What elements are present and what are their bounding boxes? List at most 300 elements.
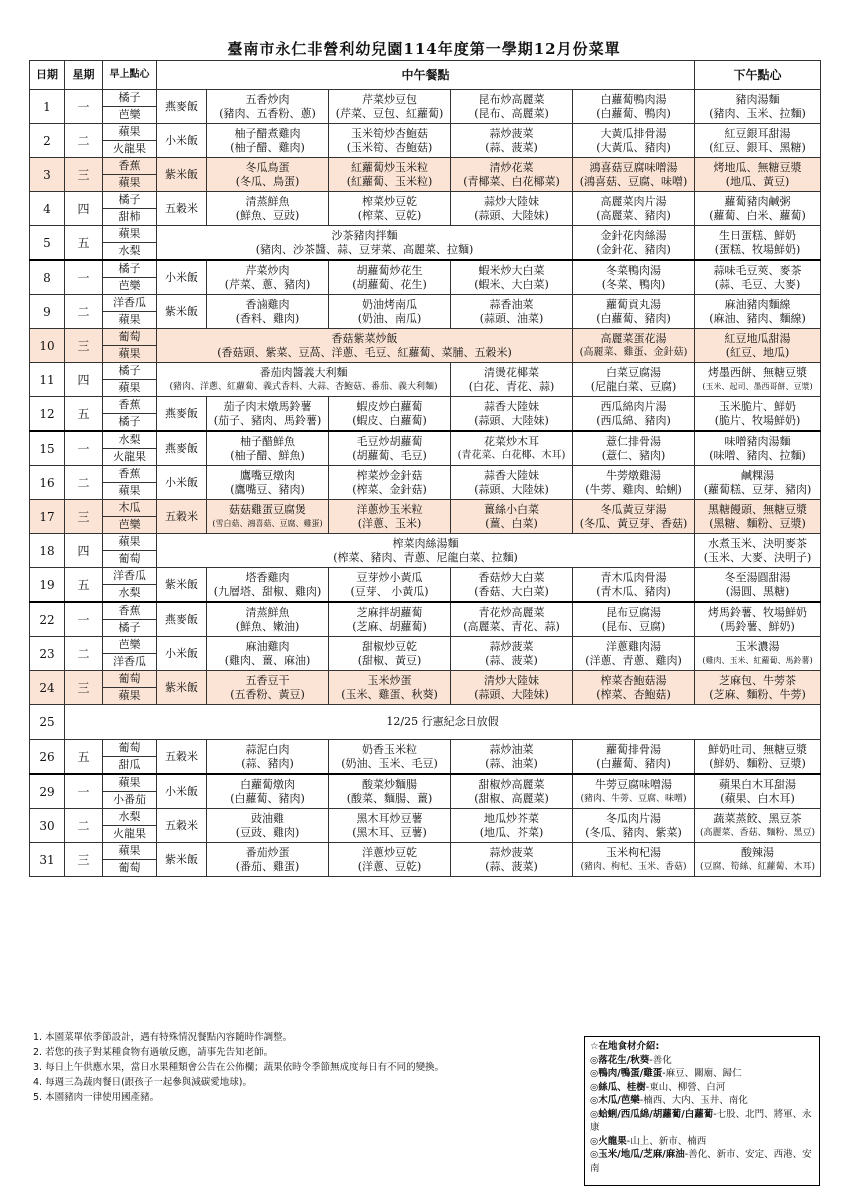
lunch-dish-3 <box>451 843 573 877</box>
dish-name: 大黃瓜排骨湯 <box>600 126 667 140</box>
dish-ingredients: (蘿蔔、白米、蘿蔔) <box>709 208 806 222</box>
dish-name: 黑木耳炒豆薯 <box>356 811 423 825</box>
dish-ingredients: (胡蘿蔔、花生) <box>352 277 427 291</box>
dish-ingredients: (豬肉、玉米、拉麵) <box>709 106 806 120</box>
afternoon-snack <box>695 192 821 226</box>
dish-ingredients: (玉米筍、杏鮑菇) <box>346 140 433 154</box>
dish-ingredients: (豆腐、筍絲、紅蘿蔔、木耳) <box>700 861 816 872</box>
fruit-cell: 葡萄 <box>103 551 157 568</box>
date-cell: 31 <box>30 843 65 877</box>
lunch-dish-1 <box>207 774 329 809</box>
dish-ingredients: (蛋糕、牧場鮮奶) <box>714 242 801 256</box>
date-cell: 25 <box>30 705 65 740</box>
lunch-dish-2 <box>329 740 451 775</box>
dish-ingredients: (薏仁、豬肉) <box>601 448 666 462</box>
dish-name: 五香炒肉 <box>245 92 290 106</box>
fruit-cell: 蘋果 <box>103 226 157 243</box>
lunch-dish-3 <box>451 397 573 432</box>
fruit-cell: 蘋果 <box>103 175 157 192</box>
lunch-dish-3 <box>451 295 573 329</box>
weekday-cell: 三 <box>65 843 103 877</box>
lunch-dish-2 <box>329 192 451 226</box>
afternoon-snack <box>695 466 821 500</box>
table-row <box>30 397 821 414</box>
dish-name: 蝦皮炒白蘿蔔 <box>356 399 423 413</box>
staple-cell: 燕麥飯 <box>157 431 207 466</box>
afternoon-snack <box>695 637 821 671</box>
fruit-cell: 小番茄 <box>103 792 157 809</box>
dish-ingredients: (鮮奶、麵粉、豆漿) <box>709 756 806 770</box>
ingredient-name: ◎鴨肉/鴨蛋/雞蛋 <box>590 1068 663 1079</box>
lunch-dish-3 <box>451 671 573 705</box>
lunch-dish-1 <box>207 637 329 671</box>
table-row <box>30 568 821 585</box>
date-cell: 17 <box>30 500 65 534</box>
dish-name: 玉米脆片、鮮奶 <box>719 399 797 413</box>
dish-ingredients: (蒜頭、大陸妹) <box>474 208 549 222</box>
fruit-cell: 火龍果 <box>103 826 157 843</box>
afternoon-snack <box>695 671 821 705</box>
date-cell: 16 <box>30 466 65 500</box>
dish-name: 蒜炒大陸妹 <box>484 194 539 208</box>
dish-ingredients: (青木瓜、豬肉) <box>596 584 671 598</box>
fruit-cell: 蘋果 <box>103 346 157 363</box>
fruit-cell: 香蕉 <box>103 158 157 175</box>
staple-cell: 燕麥飯 <box>157 90 207 124</box>
staple-cell: 小米飯 <box>157 466 207 500</box>
dish-ingredients: (豬肉、洋蔥、紅蘿蔔、義式香料、大蒜、杏鮑菇、番茄、義大利麵) <box>169 381 438 392</box>
lunch-dish-2 <box>329 397 451 432</box>
table-row <box>30 809 821 826</box>
table-row <box>30 671 821 688</box>
dish-ingredients: (豬肉、五香粉、蔥) <box>219 106 316 120</box>
dish-ingredients: (榨菜、豬肉、青蔥、尼龍白菜、拉麵) <box>333 550 518 564</box>
lunch-dish-4 <box>573 192 695 226</box>
dish-ingredients: (地瓜、芥菜) <box>479 825 544 839</box>
afternoon-snack <box>695 295 821 329</box>
fruit-cell: 木瓜 <box>103 500 157 517</box>
table-row <box>30 363 821 380</box>
fruit-cell: 火龍果 <box>103 141 157 158</box>
lunch-dish-2 <box>329 431 451 466</box>
ingredient-name: ◎蛤蜊/西瓜綿/胡蘿蔔/白蘿蔔 <box>590 1108 714 1120</box>
dish-ingredients: (雪白菇、鴻喜菇、豆腐、雞蛋) <box>212 518 323 528</box>
fruit-cell: 葡萄 <box>103 329 157 346</box>
lunch-dish-3 <box>451 500 573 534</box>
fruit-cell: 葡萄 <box>103 671 157 688</box>
local-ingredient-item <box>590 1135 814 1149</box>
dish-name: 高麗菜蛋花湯 <box>600 331 667 345</box>
dish-ingredients: (芝麻、麵粉、牛蒡) <box>709 687 806 701</box>
dish-name: 黑糖饅頭、無糖豆漿 <box>708 502 808 516</box>
ingredient-name: ◎落花生/秋葵 <box>590 1054 650 1066</box>
staple-cell: 紫米飯 <box>157 295 207 329</box>
staple-cell: 小米飯 <box>157 124 207 158</box>
dish-ingredients: (蒜、豬肉) <box>241 756 294 770</box>
dish-ingredients: (芹菜、豆包、紅蘿蔔) <box>335 106 444 120</box>
dish-name: 蒜香大陸妹 <box>484 399 539 413</box>
dish-ingredients: (鴻喜菇、豆腐、味噌) <box>579 174 688 188</box>
staple-cell: 五穀米 <box>157 500 207 534</box>
dish-ingredients: (冬瓜、豬肉、紫菜) <box>585 825 682 839</box>
afternoon-snack <box>695 90 821 124</box>
dish-name: 金針花肉絲湯 <box>600 228 667 242</box>
fruit-cell: 芭樂 <box>103 278 157 295</box>
ingredient-name: ◎玉米/地瓜/芝麻/麻油 <box>590 1149 685 1160</box>
header-row <box>30 61 821 90</box>
ingredient-name: ◎絲瓜、桂樹 <box>590 1081 646 1093</box>
fruit-cell: 橘子 <box>103 414 157 432</box>
dish-ingredients: (蒜、菠菜) <box>485 140 538 154</box>
dish-name: 鷹嘴豆燉肉 <box>240 468 295 482</box>
dish-name: 紅豆銀耳甜湯 <box>724 126 791 140</box>
lunch-dish-2 <box>329 568 451 603</box>
dish-name: 高麗菜肉片湯 <box>600 194 667 208</box>
lunch-dish-4 <box>573 466 695 500</box>
lunch-dish-4 <box>573 295 695 329</box>
fruit-cell: 水梨 <box>103 585 157 603</box>
date-cell: 24 <box>30 671 65 705</box>
fruit-cell: 香蕉 <box>103 602 157 620</box>
dish-ingredients: (香菇頭、紫菜、豆萵、洋蔥、毛豆、紅蘿蔔、菜脯、五穀米) <box>217 345 512 359</box>
afternoon-snack <box>695 124 821 158</box>
note-item: 4. 每週三為蔬肉餐日(跟孩子一起參與減碳愛地球)。 <box>33 1077 252 1088</box>
dish-name: 酸菜炒麵腸 <box>362 777 417 791</box>
staple-cell: 燕麥飯 <box>157 397 207 432</box>
weekday-cell: 五 <box>65 397 103 432</box>
table-row <box>30 637 821 654</box>
date-cell: 4 <box>30 192 65 226</box>
dish-ingredients: (湯圓、黑糖) <box>725 584 790 598</box>
weekday-cell: 一 <box>65 431 103 466</box>
dish-ingredients: (脆片、牧場鮮奶) <box>714 413 801 427</box>
dish-name: 芝麻包、牛蒡茶 <box>719 673 797 687</box>
dish-name: 香菇炒大白菜 <box>478 570 545 584</box>
fruit-cell: 洋香瓜 <box>103 654 157 671</box>
lunch-dish-1 <box>207 671 329 705</box>
ingredient-origin: -山上、新市、楠西 <box>626 1135 707 1147</box>
afternoon-snack <box>695 602 821 637</box>
staple-cell: 紫米飯 <box>157 843 207 877</box>
notes-list <box>33 1030 444 1105</box>
staple-cell: 紫米飯 <box>157 568 207 603</box>
lunch-dish-1 <box>207 809 329 843</box>
dish-ingredients: (紅蘿蔔、玉米粒) <box>346 174 433 188</box>
date-cell: 2 <box>30 124 65 158</box>
dish-ingredients: (豆芽、 小黃瓜) <box>350 584 429 598</box>
fruit-cell: 蘋果 <box>103 312 157 329</box>
afternoon-snack <box>695 363 821 397</box>
dish-ingredients: (甜椒、高麗菜) <box>474 791 549 805</box>
lunch-dish-4 <box>573 260 695 295</box>
lunch-dish-4 <box>573 602 695 637</box>
dish-ingredients: (榨菜、杏鮑菇) <box>596 687 671 701</box>
lunch-dish-2 <box>329 500 451 534</box>
fruit-cell: 蘋果 <box>103 483 157 500</box>
lunch-dish-1 <box>207 295 329 329</box>
dish-name: 清蒸鮮魚 <box>245 605 290 619</box>
dish-name: 洋蔥炒豆乾 <box>362 845 417 859</box>
dish-ingredients: (蒜、油菜) <box>485 756 538 770</box>
dish-name: 薏仁排骨湯 <box>606 434 662 448</box>
afternoon-snack <box>695 500 821 534</box>
dish-name: 塔香雞肉 <box>245 570 290 584</box>
fruit-cell: 蘋果 <box>103 124 157 141</box>
header-afternoon: 下午點心 <box>695 61 821 90</box>
dish-name: 紅蘿蔔炒玉米粒 <box>351 160 428 174</box>
lunch-dish-2 <box>329 90 451 124</box>
dish-ingredients: (青花菜、白花椰、木耳) <box>457 449 566 461</box>
dish-name: 蒜炒菠菜 <box>489 639 534 653</box>
holiday-cell: 12/25 行憲紀念日放假 <box>65 705 821 740</box>
date-cell: 5 <box>30 226 65 261</box>
lunch-dish-3 <box>451 363 573 397</box>
date-cell: 12 <box>30 397 65 432</box>
date-cell: 8 <box>30 260 65 295</box>
fruit-cell: 甜瓜 <box>103 757 157 775</box>
table-row <box>30 192 821 209</box>
dish-name: 牛蒡豆腐味噌湯 <box>595 777 673 791</box>
afternoon-snack <box>695 843 821 877</box>
fruit-cell: 火龍果 <box>103 449 157 466</box>
weekday-cell: 三 <box>65 329 103 363</box>
afternoon-snack <box>695 740 821 775</box>
dish-name: 豬肉湯麵 <box>735 92 780 106</box>
lunch-dish-4 <box>573 500 695 534</box>
dish-name: 香滷雞肉 <box>245 297 290 311</box>
lunch-dish-3 <box>451 192 573 226</box>
dish-name: 玉米炒蛋 <box>367 673 412 687</box>
dish-name: 清燙花椰菜 <box>484 365 539 379</box>
local-ingredient-item <box>590 1148 814 1175</box>
weekday-cell: 三 <box>65 500 103 534</box>
dish-name: 蘿蔔豬肉鹹粥 <box>724 194 791 208</box>
dish-ingredients: (金針花、豬肉) <box>596 242 671 256</box>
fruit-cell: 蘋果 <box>103 534 157 551</box>
dish-name: 冬瓜肉片湯 <box>606 811 662 825</box>
dish-name: 牛蒡燉雞湯 <box>606 468 662 482</box>
dish-name: 清炒花菜 <box>489 160 534 174</box>
fruit-cell: 葡萄 <box>103 860 157 877</box>
dish-ingredients: (洋蔥、青蔥、雞肉) <box>585 653 682 667</box>
dish-ingredients: (尼龍白菜、豆腐) <box>590 379 677 393</box>
lunch-dish-3 <box>451 637 573 671</box>
weekday-cell: 一 <box>65 260 103 295</box>
dish-ingredients: (冬瓜、鳥蛋) <box>235 174 300 188</box>
dish-ingredients: (黑木耳、豆薯) <box>352 825 427 839</box>
dish-name: 蒜炒菠菜 <box>489 126 534 140</box>
lunch-dish-1 <box>207 602 329 637</box>
dish-name: 青木瓜肉骨湯 <box>600 570 667 584</box>
dish-name: 冬瓜鳥蛋 <box>245 160 290 174</box>
dish-ingredients: (香料、雞肉) <box>235 311 300 325</box>
dish-name: 胡蘿蔔炒花生 <box>356 263 423 277</box>
dish-name: 芹菜炒豆包 <box>362 92 417 106</box>
fruit-cell: 蘋果 <box>103 843 157 860</box>
dish-name: 白菜豆腐湯 <box>606 365 662 379</box>
dish-ingredients: (冬菜、鴨肉) <box>601 277 666 291</box>
fruit-cell: 橘子 <box>103 620 157 637</box>
lunch-dish-2 <box>329 671 451 705</box>
lunch-dish-3 <box>451 90 573 124</box>
fruit-cell: 洋香瓜 <box>103 295 157 312</box>
lunch-dish-1 <box>207 124 329 158</box>
staple-cell: 小米飯 <box>157 774 207 809</box>
page-title: 臺南市永仁非營利幼兒園114年度第一學期12月份菜單 <box>227 40 621 58</box>
dish-name: 蒜香大陸妹 <box>484 468 539 482</box>
table-row <box>30 431 821 449</box>
afternoon-snack <box>695 534 821 568</box>
dish-ingredients: (蒜、菠菜) <box>485 653 538 667</box>
dish-name: 白蘿蔔燉肉 <box>240 777 295 791</box>
fruit-cell: 水梨 <box>103 809 157 826</box>
date-cell: 30 <box>30 809 65 843</box>
lunch-dish-4 <box>573 774 695 809</box>
dish-name: 榨菜杏鮑菇湯 <box>600 673 667 687</box>
date-cell: 19 <box>30 568 65 603</box>
table-row <box>30 260 821 278</box>
dish-ingredients: (黑糖、麵粉、豆漿) <box>709 516 806 530</box>
lunch-dish-1 <box>207 158 329 192</box>
lunch-dish-3 <box>451 568 573 603</box>
table-row <box>30 124 821 141</box>
dish-ingredients: (高麗菜、青花、蒜) <box>463 619 560 633</box>
afternoon-snack <box>695 260 821 295</box>
lunch-dish-2 <box>329 295 451 329</box>
dish-ingredients: (蒜頭、油菜) <box>479 311 544 325</box>
dish-name: 洋蔥炒玉米粒 <box>356 502 423 516</box>
date-cell: 22 <box>30 602 65 637</box>
date-cell: 26 <box>30 740 65 775</box>
dish-name: 奶油烤南瓜 <box>362 297 417 311</box>
header-morning: 早上點心 <box>103 61 157 90</box>
note-item: 5. 本園豬肉一律使用國產豬。 <box>33 1092 160 1103</box>
afternoon-snack <box>695 329 821 363</box>
dish-name: 柚子醋煮雞肉 <box>234 126 301 140</box>
dish-name: 蒜炒油菜 <box>489 742 534 756</box>
dish-ingredients: (紅豆、地瓜) <box>725 345 790 359</box>
lunch-main-dish <box>157 534 695 568</box>
dish-name: 奶香玉米粒 <box>362 742 417 756</box>
dish-name: 蔬菜蒸餃、黑豆茶 <box>713 811 802 825</box>
dish-name: 番茄肉醬義大利麵 <box>259 365 348 379</box>
dish-ingredients: (鮮魚、嫩油) <box>235 619 300 633</box>
dish-ingredients: (番茄、雞蛋) <box>235 859 300 873</box>
ingredient-origin: -七股、北門、將軍、永康 <box>590 1108 812 1133</box>
table-row <box>30 158 821 175</box>
lunch-dish-3 <box>451 124 573 158</box>
fruit-cell: 芭樂 <box>103 637 157 654</box>
ingredient-origin: -善化 <box>649 1054 672 1066</box>
lunch-dish-3 <box>451 774 573 809</box>
table-row <box>30 90 821 107</box>
dish-name: 水煮玉米、決明麥茶 <box>708 536 808 550</box>
dish-ingredients: (洋蔥、豆乾) <box>357 859 422 873</box>
lunch-dish-1 <box>207 431 329 466</box>
note-item: 3. 每日上午供應水果，當日水果種類會公告在公佈欄；蔬果依時令季節無成度每日有不同的變換。 <box>33 1062 445 1073</box>
dish-name: 沙茶豬肉拌麵 <box>331 228 398 242</box>
dish-name: 鹹粿湯 <box>741 468 775 482</box>
dish-ingredients: (昆布、高麗菜) <box>474 106 549 120</box>
ingredient-origin: -善化、新市、安定、西港、安南 <box>590 1149 812 1174</box>
fruit-cell: 香蕉 <box>103 466 157 483</box>
fruit-cell: 水梨 <box>103 243 157 261</box>
dish-ingredients: (麻油、豬肉、麵線) <box>709 311 806 325</box>
lunch-dish-1 <box>207 740 329 775</box>
dish-ingredients: (五香粉、黃豆) <box>230 687 305 701</box>
lunch-dish-3 <box>451 431 573 466</box>
date-cell: 23 <box>30 637 65 671</box>
lunch-dish-1 <box>207 90 329 124</box>
dish-ingredients: (芝麻、胡蘿蔔) <box>352 619 427 633</box>
dish-ingredients: (酸菜、麵腸、薑) <box>346 791 433 805</box>
dish-ingredients: (蒜頭、大陸妹) <box>474 687 549 701</box>
dish-ingredients: (洋蔥、玉米) <box>357 516 422 530</box>
table-row <box>30 295 821 312</box>
dish-name: 玉米枸杞湯 <box>606 845 662 859</box>
lunch-dish-1 <box>207 397 329 432</box>
dish-ingredients: (胡蘿蔔、毛豆) <box>352 448 427 462</box>
fruit-cell: 葡萄 <box>103 740 157 757</box>
lunch-soup <box>573 329 695 363</box>
lunch-dish-4 <box>573 637 695 671</box>
fruit-cell: 芭樂 <box>103 107 157 124</box>
date-cell: 29 <box>30 774 65 809</box>
dish-ingredients: (柚子醋、雞肉) <box>230 140 305 154</box>
lunch-dish-3 <box>451 740 573 775</box>
dish-ingredients: (甜椒、黃豆) <box>357 653 422 667</box>
weekday-cell: 二 <box>65 637 103 671</box>
dish-name: 地瓜炒芥菜 <box>484 811 539 825</box>
lunch-dish-3 <box>451 466 573 500</box>
dish-name: 蘿蔔排骨湯 <box>606 742 662 756</box>
dish-name: 茄子肉末燉馬鈴薯 <box>223 399 312 413</box>
dish-ingredients: (冬瓜、黃豆芽、香菇) <box>579 516 688 530</box>
dish-ingredients: (香菇、大白菜) <box>474 584 549 598</box>
weekday-cell: 一 <box>65 602 103 637</box>
dish-ingredients: (大黃瓜、豬肉) <box>596 140 671 154</box>
dish-name: 昆布炒高麗菜 <box>478 92 545 106</box>
header-lunch: 中午餐點 <box>157 61 695 90</box>
lunch-soup <box>573 226 695 261</box>
dish-ingredients: (玉米、起司、墨西哥餅、豆漿) <box>702 381 813 391</box>
weekday-cell: 二 <box>65 466 103 500</box>
dish-name: 芹菜炒肉 <box>245 263 290 277</box>
dish-name: 番茄炒蛋 <box>245 845 290 859</box>
weekday-cell: 二 <box>65 124 103 158</box>
staple-cell: 五穀米 <box>157 192 207 226</box>
dish-name: 烤墨西餅、無糖豆漿 <box>708 365 808 379</box>
weekday-cell: 五 <box>65 226 103 261</box>
afternoon-snack <box>695 568 821 603</box>
date-cell: 18 <box>30 534 65 568</box>
date-cell: 10 <box>30 329 65 363</box>
dish-name: 冬至湯圓甜湯 <box>724 570 791 584</box>
dish-name: 玉米濃湯 <box>735 639 780 653</box>
dish-ingredients: (蒜頭、大陸妹) <box>474 413 549 427</box>
dish-ingredients: (鷹嘴豆、豬肉) <box>230 482 305 496</box>
lunch-dish-2 <box>329 124 451 158</box>
afternoon-snack <box>695 226 821 261</box>
dish-name: 酸辣湯 <box>741 845 775 859</box>
dish-ingredients: (薑、白菜) <box>485 516 538 530</box>
table-row <box>30 500 821 517</box>
dish-name: 豆芽炒小黃瓜 <box>356 570 423 584</box>
dish-name: 毛豆炒胡蘿蔔 <box>356 434 423 448</box>
lunch-dish-1 <box>207 192 329 226</box>
dish-ingredients: (高麗菜、豬肉) <box>596 208 671 222</box>
staple-cell: 小米飯 <box>157 260 207 295</box>
